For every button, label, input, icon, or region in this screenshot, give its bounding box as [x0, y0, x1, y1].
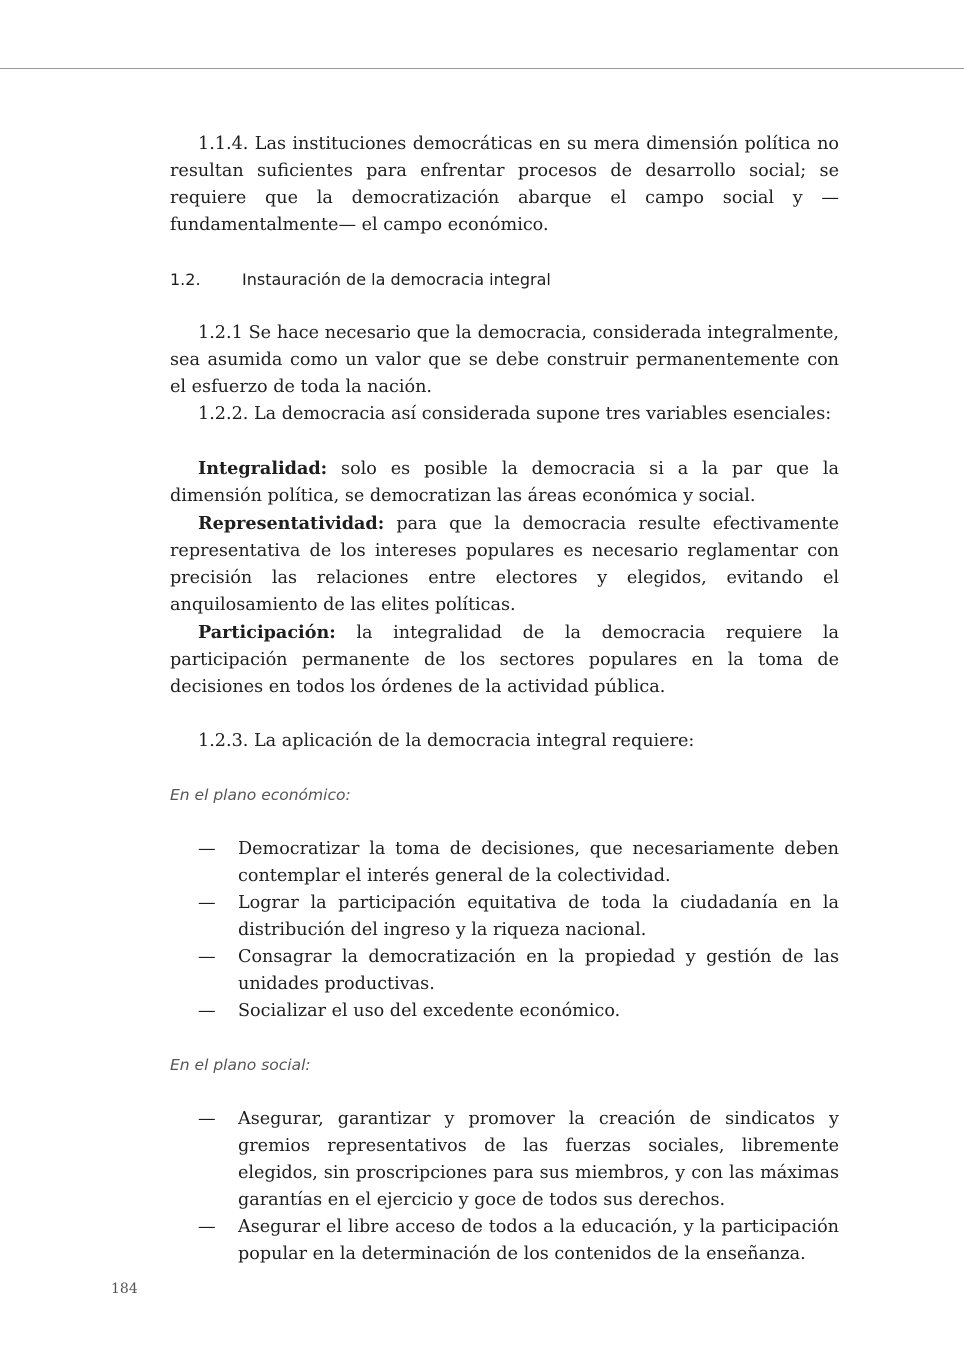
page-body	[170, 131, 839, 1268]
paragraph-1-1-4: 1.1.4. Las instituciones democráticas en su mera dimensión política no resultan suficientes para enfrentar procesos de desarrollo social; se requiere que la democratización abarque el campo social y —fundamentalmente— el campo económico.	[170, 134, 839, 235]
variable-term: Integralidad:	[198, 458, 328, 479]
dash-bullet: —	[198, 1217, 216, 1237]
variable-text: la integralidad de la democracia requiere la participación permanente de los sectores populares en la toma de decisiones en todos los órdenes de la actividad pública.	[170, 623, 839, 697]
header-rule	[0, 68, 964, 69]
paragraph-1-2-2: 1.2.2. La democracia así considerada supone tres variables esenciales:	[198, 404, 832, 424]
page-number: 184	[111, 1281, 138, 1297]
list-item	[170, 944, 839, 998]
economic-list	[170, 836, 839, 1025]
list-item-text: Lograr la participación equitativa de toda la ciudadanía en la distribución del ingreso y la riqueza nacional.	[238, 893, 839, 940]
social-list	[170, 1106, 839, 1268]
dash-bullet: —	[198, 839, 216, 859]
variable-term: Representatividad:	[198, 513, 385, 534]
list-item	[170, 836, 839, 890]
section-heading	[170, 266, 839, 293]
list-item-text: Asegurar, garantizar y promover la creación de sindicatos y gremios representativos de las fuerzas sociales, libremente elegidos, sin proscripciones para sus miembros, y con las máximas garantías en el ejercicio y goce de todos sus derechos.	[238, 1109, 839, 1210]
section-number: 1.2.	[170, 270, 201, 289]
variable-term: Participación:	[198, 622, 336, 643]
section-title: Instauración de la democracia integral	[242, 270, 551, 289]
list-item-text: Asegurar el libre acceso de todos a la educación, y la participación popular en la determinación de los contenidos de la enseñanza.	[238, 1217, 839, 1264]
list-item	[170, 1106, 839, 1214]
paragraph-1-2-3: 1.2.3. La aplicación de la democracia integral requiere:	[198, 731, 695, 751]
variable-text: solo es posible la democracia si a la par que la dimensión política, se democratizan las áreas económica y social.	[170, 459, 839, 506]
dash-bullet: —	[198, 893, 216, 913]
economic-plane-heading: En el plano económico:	[170, 786, 351, 804]
variable-text: para que la democracia resulte efectivamente representativa de los intereses populares es necesario reglamentar con precisión las relaciones entre electores y elegidos, evitando el anquilosamiento de las elites políticas.	[170, 514, 839, 615]
list-item	[170, 890, 839, 944]
social-plane-heading: En el plano social:	[170, 1056, 311, 1074]
list-item-text: Democratizar la toma de decisiones, que necesariamente deben contemplar el interés general de la colectividad.	[238, 839, 839, 886]
dash-bullet: —	[198, 1109, 216, 1129]
paragraph-1-2-1: 1.2.1 Se hace necesario que la democracia, considerada integralmente, sea asumida como un valor que se debe construir permanentemente con el esfuerzo de toda la nación.	[170, 323, 839, 397]
variable-participacion	[170, 619, 839, 701]
list-item	[170, 998, 839, 1025]
list-item-text: Socializar el uso del excedente económico.	[238, 1001, 621, 1021]
dash-bullet: —	[198, 1001, 216, 1021]
variable-representatividad	[170, 510, 839, 619]
list-item	[170, 1214, 839, 1268]
list-item-text: Consagrar la democratización en la propiedad y gestión de las unidades productivas.	[238, 947, 839, 994]
dash-bullet: —	[198, 947, 216, 967]
variable-integralidad	[170, 455, 839, 510]
